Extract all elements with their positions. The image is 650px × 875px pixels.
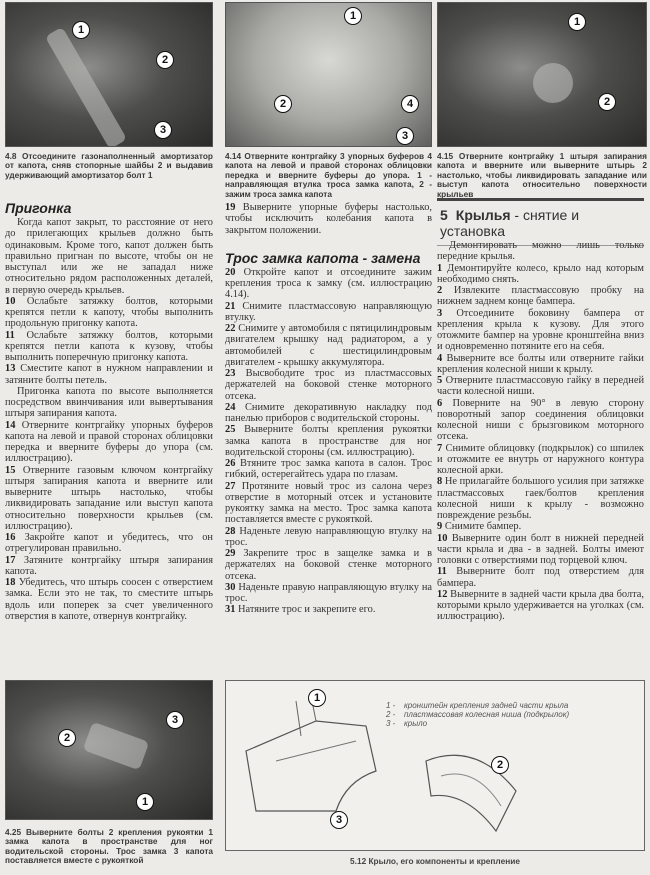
step-number: 26: [225, 458, 236, 469]
paragraph: [437, 240, 644, 263]
paragraph-text: Протяните новый трос из салона через отверстие в моторный отсек и установите рукоятку замка на место. Трос замка капота поставляется вместе с рукояткой.: [225, 480, 432, 526]
paragraph: [5, 330, 213, 364]
step-number: 21: [225, 300, 236, 312]
paragraph: [225, 267, 432, 301]
paragraph-text: Когда капот закрыт, то расстояние от него до прилегающих крыльев должно быть одинаковым. Кроме того, капот должен быть правильно пригнан по высоте, чтобы он не выступал или же не западал ниже относительно рядом расположенных деталей, в первую очередь крыльев.: [5, 217, 213, 296]
paragraph: [225, 368, 432, 402]
paragraph: [437, 521, 644, 532]
callout-1: 1: [308, 689, 326, 707]
step-number: 13: [5, 363, 16, 375]
paragraph-text: Снимите у автомобиля с пятицилиндровым двигателем крышку над радиатором, а у автомобилей с шестицилиндровым двигателем - крышку аккумулятора.: [225, 323, 432, 368]
paragraph: [5, 555, 213, 578]
callout-1: 1: [568, 13, 586, 31]
section-subtitle: - снятие и установка: [440, 207, 580, 239]
step-number: 27: [225, 480, 236, 492]
callout-3: 3: [330, 811, 348, 829]
paragraph-text: Снимите облицовку (подкрылок) со шпилек и отожмите ее внутрь от наружного контура колесной арки.: [437, 442, 644, 476]
caption-4-14: 4.14 Отверните контргайку 3 упорных буферов 4 капота на левой и правой сторонах облицовки передка и вверните буферы до упора. 1 - направляющая втулка троса замка капота, 2 - зажим троса замка капота: [225, 151, 432, 199]
callout-2: 2: [156, 51, 174, 69]
caption-4-25: 4.25 Выверните болты 2 крепления рукоятки 1 замка капота в пространстве для ног водительской стороны. Трос замка 3 капота поставляется вместе с рукояткой: [5, 827, 213, 866]
paragraph: [437, 353, 644, 376]
photo-4-25: [5, 680, 213, 820]
paragraph: [225, 402, 432, 425]
step-number: 10: [437, 532, 448, 544]
paragraph-text: Демонтировать можно лишь только передние крылья.: [437, 240, 644, 263]
paragraph-text: Выверните болт под отверстием для бампера.: [437, 566, 644, 589]
paragraph-text: Затяните контргайку штыря запирания капота.: [5, 554, 213, 577]
step-number: 8: [437, 476, 443, 488]
paragraph: [225, 323, 432, 368]
paragraph-text: Отсоедините боковину бампера от крепления крыла к кузову. Для этого отожмите бампер на уровне кронштейна вниз и одновременно потяните его на себя.: [437, 307, 644, 353]
paragraph: [225, 424, 432, 458]
paragraph: [225, 481, 432, 526]
paragraph: [437, 285, 644, 308]
paragraph: [225, 202, 432, 236]
paragraph: [437, 263, 644, 286]
legend-text: кронштейн крепления задней части крыла: [404, 701, 569, 710]
step-number: 11: [437, 566, 447, 578]
paragraph-text: Втяните трос замка капота в салон. Трос гибкий, остерегайтесь удара по глазам.: [225, 458, 432, 481]
paragraph-text: Сместите капот в нужном направлении и затяните болты петель.: [5, 363, 213, 386]
paragraph: [225, 458, 432, 481]
step-number: 6: [437, 397, 443, 409]
paragraph: [5, 465, 213, 533]
step-number: 14: [5, 419, 16, 431]
paragraph-text: Поверните на 90° в левую сторону поворотный запор соединения облицовки колесной ниши с брызговиком моторного отсека.: [437, 397, 644, 443]
paragraph: [225, 582, 432, 605]
diagram-5-12: [225, 680, 645, 851]
paragraph-text: Снимите декоративную накладку под панелью приборов с водительской стороны.: [225, 401, 432, 424]
paragraph: [5, 363, 213, 386]
legend-num: 2 -: [386, 710, 396, 719]
legend-item: [386, 710, 569, 719]
paragraph: [5, 386, 213, 420]
column-3: [437, 240, 644, 623]
column-2: [225, 202, 432, 616]
paragraph: [225, 604, 432, 615]
paragraph-text: Отверните пластмассовую гайку в передней части колесной ниши.: [437, 375, 644, 398]
paragraph: [437, 308, 644, 353]
callout-3: 3: [154, 121, 172, 139]
paragraph: [437, 375, 644, 398]
step-number: 12: [437, 588, 448, 600]
paragraph-text: Закрепите трос в защелке замка и в держателях на боковой стенке моторного отсека.: [225, 548, 432, 582]
legend-num: 1 -: [386, 701, 396, 710]
paragraph: [437, 566, 644, 589]
callout-4: 4: [401, 95, 419, 113]
step-number: 25: [225, 424, 236, 436]
step-number: 15: [5, 464, 16, 476]
paragraph: [225, 548, 432, 582]
paragraph-text: Выверните в задней части крыла два болта, которыми крыло удерживается на уголках (см. иллюстрацию).: [437, 588, 644, 623]
callout-2: 2: [598, 93, 616, 111]
legend-text: крыло: [404, 719, 428, 728]
step-number: 9: [437, 521, 443, 533]
photo-4-15: [437, 2, 647, 147]
photo-4-14: [225, 2, 432, 147]
callout-2: 2: [58, 729, 76, 747]
step-number: 24: [225, 401, 236, 413]
callout-3: 3: [396, 127, 414, 145]
step-number: 22: [225, 323, 236, 334]
paragraph-text: Ослабьте затяжку болтов, которыми крепятся петли к капоту, чтобы выполнить продольную пригонку капота.: [5, 295, 213, 330]
step-number: 2: [437, 285, 443, 296]
step-number: 19: [225, 202, 236, 213]
paragraph-text: Выверните упорные буферы настолько, чтобы исключить колебания капота в закрытом положении.: [225, 202, 432, 236]
paragraph: [5, 577, 213, 622]
paragraph-text: Отверните газовым ключом контргайку штыря запирания капота и вверните или выверните штырь настолько, чтобы ликвидировать западание или выступ капота относительно поверхности крыльев (см. иллюстрацию).: [5, 464, 213, 532]
paragraph: [225, 301, 432, 324]
legend-num: 3 -: [386, 719, 396, 728]
paragraph-text: Отверните контргайку упорных буферов капота на левой и правой сторонах облицовки передка и вверните буферы до упора (см. иллюстрацию).: [5, 419, 213, 465]
step-number: 7: [437, 442, 443, 454]
paragraph: [225, 526, 432, 549]
paragraph-text: Не прилагайте большого усилия при затяжке пластмассовых гаек/болтов крепления колесной ниши к крылу - возможно повреждение резьбы.: [437, 476, 644, 521]
callout-1: 1: [344, 7, 362, 25]
step-number: 28: [225, 525, 236, 537]
callout-1: 1: [72, 21, 90, 39]
step-number: 11: [5, 329, 15, 341]
paragraph-text: Откройте капот и отсоедините зажим крепления троса к замку (см. иллюстрацию 4.14).: [225, 266, 432, 301]
step-number: 16: [5, 532, 16, 543]
legend-item: [386, 719, 569, 728]
section-number: 5: [440, 207, 448, 223]
legend-item: [386, 701, 569, 710]
paragraph-text: Высвободите трос из пластмассовых держателей на боковой стенке моторного отсека.: [225, 368, 432, 402]
diagram-legend: [386, 701, 569, 728]
paragraph: [437, 589, 644, 623]
paragraph-text: Демонтируйте колесо, крыло над которым необходимо снять.: [437, 262, 644, 285]
step-number: 5: [437, 375, 443, 386]
photo-4-8: [5, 2, 213, 147]
paragraph-text: Пригонка капота по высоте выполняется посредством ввинчивания или вывертывания штыря запирания капота.: [5, 385, 213, 420]
step-number: 30: [225, 581, 236, 593]
caption-4-15: 4.15 Отверните контргайку 1 штыря запирания капота и вверните или выверните штырь 2 настолько, чтобы ликвидировать западание или выступ капота относительно поверхности крыльев: [437, 151, 647, 199]
section-title: Крылья: [455, 207, 511, 223]
caption-4-8: 4.8 Отсоедините газонаполненный амортизатор от капота, сняв стопорные шайбы 2 и выдавив удерживающий амортизатор болт 1: [5, 151, 213, 180]
paragraph-text: Выверните все болты или отверните гайки крепления колесной ниши к крылу.: [437, 352, 644, 375]
paragraph: [437, 398, 644, 443]
step-number: 1: [437, 262, 443, 274]
callout-1: 1: [136, 793, 154, 811]
section-heading: [437, 198, 644, 246]
paragraph: [437, 476, 644, 521]
paragraph: [437, 443, 644, 477]
step-number: 31: [225, 604, 236, 616]
step-number: 20: [225, 266, 236, 278]
paragraph-text: Ослабьте затяжку болтов, которыми крепятся петли капота к кузову, чтобы выполнить поперечную пригонку капота.: [5, 329, 213, 363]
callout-2: 2: [274, 95, 292, 113]
paragraph-text: Наденьте правую направляющую втулку на трос.: [225, 581, 432, 604]
callout-3: 3: [166, 711, 184, 729]
paragraph-text: Снимите бампер.: [444, 521, 522, 533]
step-number: 3: [437, 307, 443, 319]
step-number: 23: [225, 368, 236, 379]
paragraph-text: Выверните болты крепления рукоятки замка капота в пространстве для ног водительской стороны (см. иллюстрацию).: [225, 424, 432, 458]
caption-5-12: 5.12 Крыло, его компоненты и крепление: [350, 856, 520, 866]
paragraph: [5, 296, 213, 330]
paragraph: [5, 532, 213, 555]
step-number: 18: [5, 577, 16, 588]
paragraph-text: Убедитесь, что штырь соосен с отверстием замка. Если это не так, то сместите штырь вдоль или поперек за счет увеличенного отверстия в капоте, отвернув контргайку.: [5, 577, 213, 622]
paragraph-text: Снимите пластмассовую направляющую втулку.: [225, 300, 432, 323]
step-number: 4: [437, 352, 443, 364]
column-1: [5, 200, 213, 622]
legend-text: пластмассовая колесная ниша (подкрылок): [404, 710, 570, 719]
step-number: 10: [5, 295, 16, 307]
heading-prigonka: Пригонка: [5, 200, 72, 216]
paragraph: [5, 217, 213, 296]
paragraph: [5, 420, 213, 465]
heading-cable-replacement: Трос замка капота - замена: [225, 249, 421, 266]
step-number: 29: [225, 548, 236, 559]
paragraph: [437, 533, 644, 567]
paragraph-text: Извлеките пластмассовую пробку на нижнем заднем конце бампера.: [437, 285, 644, 308]
paragraph-text: Выверните один болт в нижней передней части крыла и два - в задней. Болты имеют головки с отверстиями под торцевой ключ.: [437, 532, 644, 566]
paragraph-text: Наденьте левую направляющую втулку на трос.: [225, 525, 432, 548]
step-number: 17: [5, 554, 16, 566]
paragraph-text: Натяните трос и закрепите его.: [238, 604, 376, 616]
callout-2: 2: [491, 756, 509, 774]
paragraph-text: Закройте капот и убедитесь, что он отрегулирован правильно.: [5, 532, 213, 555]
